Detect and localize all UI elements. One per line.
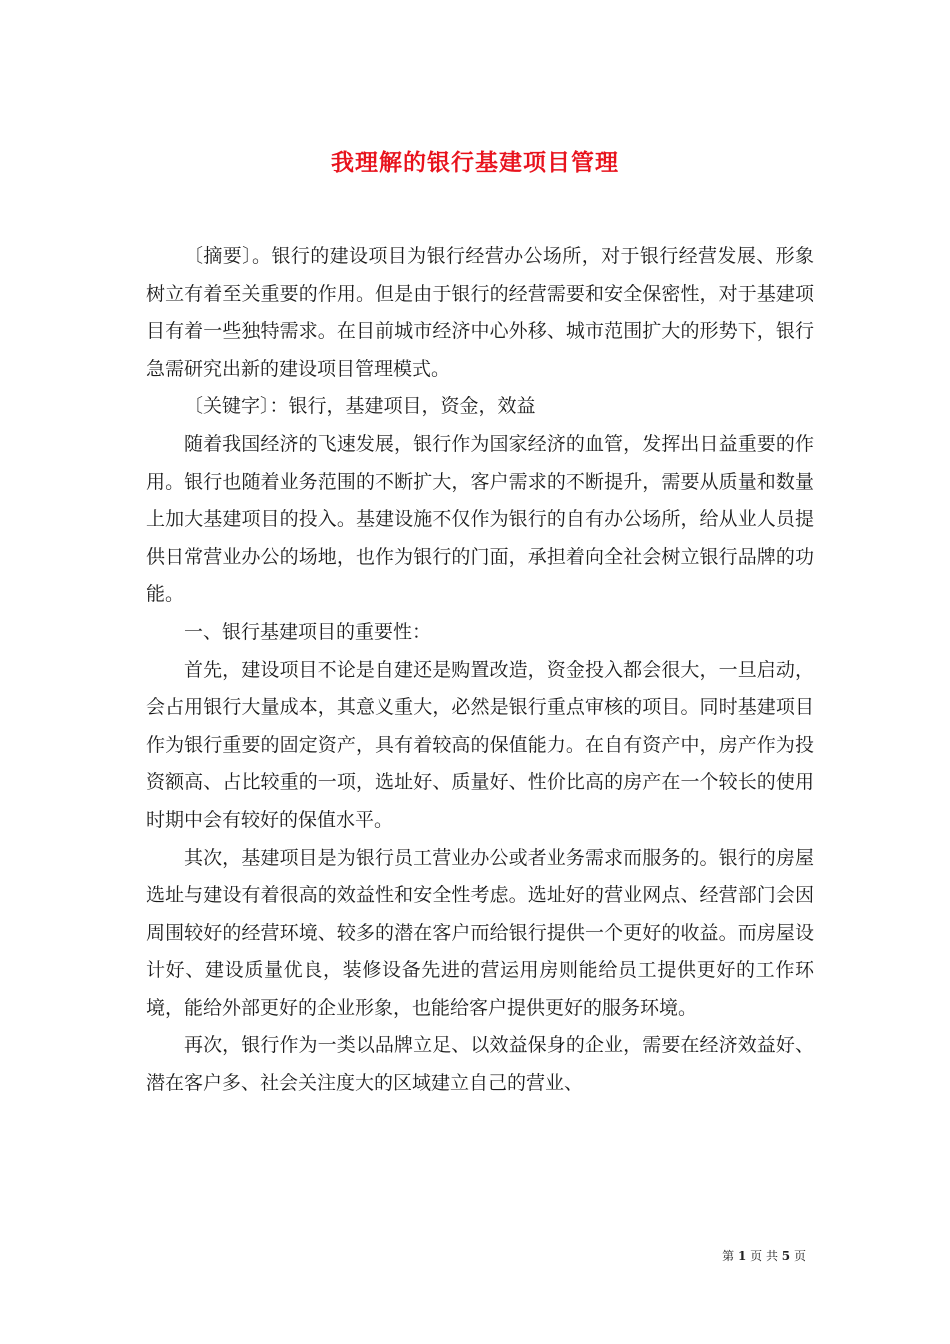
total-pages-number: 5 (781, 1249, 791, 1263)
page-number-suffix: 页 (793, 1249, 806, 1263)
section-heading: 一、银行基建项目的重要性： (184, 620, 432, 643)
keywords-paragraph: 〔关键字〕：银行，基建项目，资金，效益 (184, 395, 536, 418)
abstract-paragraph: 〔摘要〕。银行的建设项目为银行经营办公场所，对于银行经营发展、形象树立有着至关重要的作用。但是由于银行的经营需要和安全保密性，对于基建项目有着一些独特需求。在目前城市经济中心外移、城市范围扩大的形势下，银行急需研究出新的建设项目管理模式。 (146, 245, 814, 380)
page-footer (0, 1247, 806, 1264)
body-paragraph: 首先，建设项目不论是自建还是购置改造，资金投入都会很大，一旦启动，会占用银行大量成本，其意义重大，必然是银行重点审核的项目。同时基建项目作为银行重要的固定资产，具有着较高的保值能力。在自有资产中，房产作为投资额高、占比较重的一项，选址好、质量好、性价比高的房产在一个较长的使用时期中会有较好的保值水平。 (146, 658, 814, 831)
body-paragraph: 其次，基建项目是为银行员工营业办公或者业务需求而服务的。银行的房屋选址与建设有着很高的效益性和安全性考虑。选址好的营业网点、经营部门会因周围较好的经营环境、较多的潜在客户而给银行提供一个更好的收益。而房屋设计好、建设质量优良，装修设备先进的营运用房则能给员工提供更好的工作环境，能给外部更好的企业形象，也能给客户提供更好的服务环境。 (146, 846, 814, 1019)
page-number-prefix: 第 (722, 1249, 735, 1263)
current-page-number: 1 (737, 1249, 747, 1263)
page-number-middle: 页 共 (750, 1249, 778, 1263)
document-body (146, 238, 814, 1103)
body-paragraph: 再次，银行作为一类以品牌立足、以效益保身的企业，需要在经济效益好、潜在客户多、社会关注度大的区域建立自己的营业、 (146, 1034, 814, 1095)
body-paragraph: 随着我国经济的飞速发展，银行作为国家经济的血管，发挥出日益重要的作用。银行也随着业务范围的不断扩大，客户需求的不断提升，需要从质量和数量上加大基建项目的投入。基建设施不仅作为银行的自有办公场所，给从业人员提供日常营业办公的场地，也作为银行的门面，承担着向全社会树立银行品牌的功能。 (146, 432, 814, 606)
document-title: 我理解的银行基建项目管理 (331, 149, 619, 177)
